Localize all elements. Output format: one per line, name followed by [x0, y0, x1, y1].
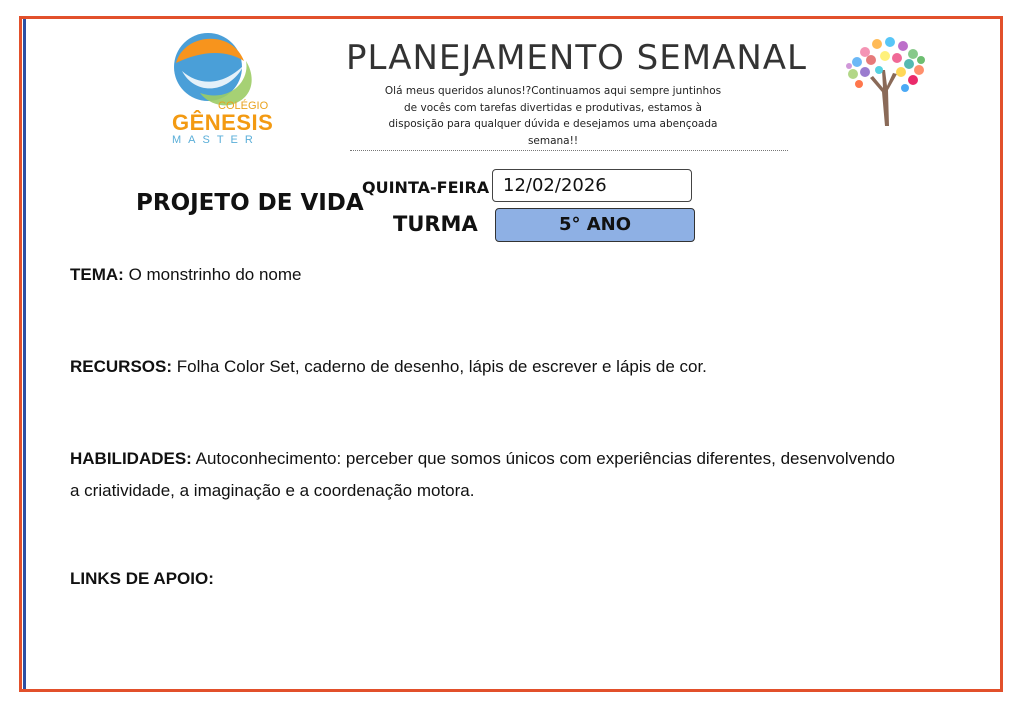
- tema-value: O monstrinho do nome: [128, 265, 302, 284]
- recursos-value: Folha Color Set, caderno de desenho, lápis de escrever e lápis de cor.: [176, 357, 707, 376]
- logo-master-text: MASTER: [172, 134, 260, 146]
- colorful-tree-icon: [835, 30, 935, 130]
- recursos-label: RECURSOS:: [70, 357, 173, 376]
- left-accent-line: [23, 19, 26, 689]
- page-title: PLANEJAMENTO SEMANAL: [346, 38, 807, 78]
- greeting-text: Olá meus queridos alunos!?Continuamos aqui sempre juntinhos de vocês com tarefas divertidas e produtivas, estamos à disposição para qualquer dúvida e desejamos uma abençoada semana!!: [384, 85, 722, 147]
- logo-colegio-text: COLÉGIO: [218, 100, 269, 112]
- subject-title: PROJETO DE VIDA: [136, 190, 364, 216]
- logo-genesis-text: GÊNESIS: [172, 110, 274, 135]
- recursos-section: [70, 351, 900, 383]
- weekday-label: QUINTA-FEIRA: [362, 178, 490, 197]
- class-value-box: 5° ANO: [495, 208, 695, 242]
- title-divider: [350, 150, 788, 151]
- links-label: LINKS DE APOIO:: [70, 569, 214, 588]
- tema-label: TEMA:: [70, 265, 124, 284]
- habilidades-section: [70, 443, 900, 507]
- date-field: 12/02/2026: [492, 169, 692, 202]
- tema-section: [70, 259, 900, 291]
- habilidades-value: Autoconhecimento: perceber que somos únicos com experiências diferentes, desenvolvendo a criatividade, a imaginação e a coordenação motora.: [70, 449, 895, 500]
- links-section: [70, 563, 900, 595]
- habilidades-label: HABILIDADES:: [70, 449, 192, 468]
- class-label: TURMA: [393, 212, 478, 236]
